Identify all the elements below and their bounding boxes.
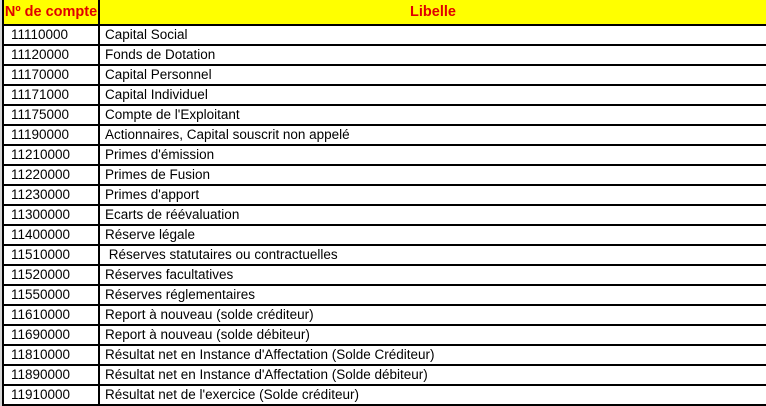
label-cell[interactable]: Résultat net de l'exercice (Solde créditeur): [105, 387, 359, 402]
label-cell[interactable]: Réserves réglementaires: [105, 287, 256, 302]
table-header-row: [4, 0, 766, 26]
account-cell[interactable]: 11520000: [4, 266, 100, 284]
account-cell[interactable]: 11175000: [4, 106, 100, 124]
table-row[interactable]: [4, 326, 766, 346]
table-row[interactable]: [4, 106, 766, 126]
accounts-table: [2, 0, 766, 406]
table-row[interactable]: [4, 366, 766, 386]
account-cell[interactable]: 11400000: [4, 226, 100, 244]
account-cell[interactable]: 11190000: [4, 126, 100, 144]
account-cell[interactable]: 11110000: [4, 26, 100, 44]
table-body: [4, 26, 766, 406]
account-cell[interactable]: 11171000: [4, 86, 100, 104]
table-row[interactable]: [4, 26, 766, 46]
label-cell[interactable]: Primes d'émission: [105, 147, 215, 162]
label-cell[interactable]: Primes de Fusion: [105, 167, 211, 182]
table-row[interactable]: [4, 266, 766, 286]
table-row[interactable]: [4, 46, 766, 66]
label-cell[interactable]: Ecarts de réévaluation: [105, 207, 240, 222]
label-cell[interactable]: Capital Individuel: [105, 87, 208, 102]
account-cell[interactable]: 11690000: [4, 326, 100, 344]
table-row[interactable]: [4, 166, 766, 186]
account-cell[interactable]: 11510000: [4, 246, 100, 264]
account-cell[interactable]: 11910000: [4, 386, 100, 404]
account-cell[interactable]: 11170000: [4, 66, 100, 84]
label-cell[interactable]: Réserves facultatives: [105, 267, 234, 282]
account-cell[interactable]: 11810000: [4, 346, 100, 364]
account-cell[interactable]: 11210000: [4, 146, 100, 164]
label-cell[interactable]: Actionnaires, Capital souscrit non appelé: [105, 127, 350, 142]
table-row[interactable]: [4, 86, 766, 106]
account-cell[interactable]: 11890000: [4, 366, 100, 384]
label-cell[interactable]: Primes d'apport: [105, 187, 200, 202]
table-row[interactable]: [4, 346, 766, 366]
label-cell[interactable]: Capital Personnel: [105, 67, 212, 82]
table-row[interactable]: [4, 246, 766, 266]
label-cell[interactable]: Réserves statutaires ou contractuelles: [105, 247, 338, 262]
table-row[interactable]: [4, 146, 766, 166]
table-row[interactable]: [4, 126, 766, 146]
table-row[interactable]: [4, 186, 766, 206]
label-cell[interactable]: Capital Social: [105, 27, 188, 42]
label-cell[interactable]: Report à nouveau (solde créditeur): [105, 307, 314, 322]
account-cell[interactable]: 11120000: [4, 46, 100, 64]
column-header-account: Nº de compte: [4, 0, 100, 24]
label-cell[interactable]: Compte de l'Exploitant: [105, 107, 240, 122]
table-row[interactable]: [4, 226, 766, 246]
account-cell[interactable]: 11230000: [4, 186, 100, 204]
account-cell[interactable]: 11300000: [4, 206, 100, 224]
label-cell[interactable]: Fonds de Dotation: [105, 47, 216, 62]
label-cell[interactable]: Résultat net en Instance d'Affectation (Solde débiteur): [105, 367, 428, 382]
account-cell[interactable]: 11550000: [4, 286, 100, 304]
table-row[interactable]: [4, 206, 766, 226]
account-cell[interactable]: 11220000: [4, 166, 100, 184]
label-cell[interactable]: Report à nouveau (solde débiteur): [105, 327, 310, 342]
column-header-libelle: Libelle: [410, 4, 456, 20]
table-row[interactable]: [4, 306, 766, 326]
account-cell[interactable]: 11610000: [4, 306, 100, 324]
table-row[interactable]: [4, 66, 766, 86]
label-cell[interactable]: Résultat net en Instance d'Affectation (Solde Créditeur): [105, 347, 435, 362]
table-row[interactable]: [4, 386, 766, 406]
table-row[interactable]: [4, 286, 766, 306]
label-cell[interactable]: Réserve légale: [105, 227, 196, 242]
